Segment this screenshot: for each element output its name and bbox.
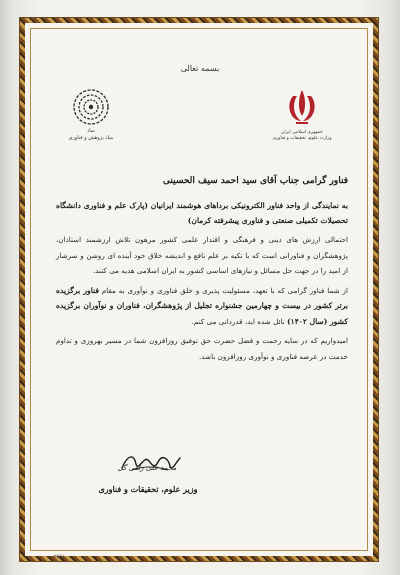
serial-number: ۲۵۶۱ bbox=[54, 554, 65, 560]
signatory-name: محمد علی زلفی گل bbox=[117, 464, 177, 472]
bismillah-heading: بسمه تعالی bbox=[180, 64, 220, 73]
signatory-title: وزیر علوم، تحقیقات و فناوری bbox=[98, 484, 198, 494]
affiliation-line: به نمایندگی از واحد فناور الکترونیکی برداهای هوشمند ایرانیان (پارک علم و فناوری دانشگاه تحصیلات تکمیلی صنعتی و فناوری پیشرفته کرمان) bbox=[56, 201, 348, 225]
research-fund-caption: نماد بنیاد پژوهش و فناوری bbox=[68, 128, 114, 141]
iran-emblem-icon bbox=[282, 86, 322, 130]
paragraph-3: امیدواریم که در سایه رحمت و فضل حضرت حق توفیق روزافزون شما در مسیر بهروزی و تداوم خدمت در عرصه فناوری و نوآوری روزافزون باشد. bbox=[56, 336, 348, 361]
award-highlight: فناور برگزیده برتر کشور در بیست و چهارمین جشنواره تجلیل از پژوهشگران، فناوران و نوآوران برگزیده کشور (سال ۱۴۰۲) bbox=[56, 285, 348, 326]
paragraph-1: احتمالی ارزش های دینی و فرهنگی و اقتدار علمی کشور مرهون تلاش ارزشمند استادان، پژوهشگران و فناورانی است که با تکیه بر علم نافع و اندیشه خلاق خود آینده ای روشن و سرشار از امید را در جهت حل مسائل و نیازهای اساسی کشور به ایران اسلامی هدیه می کنند. bbox=[56, 235, 348, 275]
research-fund-logo-icon bbox=[70, 86, 112, 128]
paragraph-2: از شما فناور گرامی که با تعهد، مسئولیت پذیری و خلق فناوری و نوآوری به مقام فناور برگزیده برتر کشور در بیست و چهارمین جشنواره تجلیل از پژوهشگران، فناوران و نوآوران برگزیده کشور (سال ۱۴۰۲) نائل شده اید، قدردانی می کنم. bbox=[56, 285, 348, 326]
letter-body bbox=[56, 176, 348, 368]
ministry-logo-caption: جمهوری اسلامی ایران وزارت علوم، تحقیقات و فناوری bbox=[272, 130, 332, 141]
recipient-line: فناور گرامی جناب آقای سید احمد سیف الحسینی bbox=[162, 176, 348, 186]
